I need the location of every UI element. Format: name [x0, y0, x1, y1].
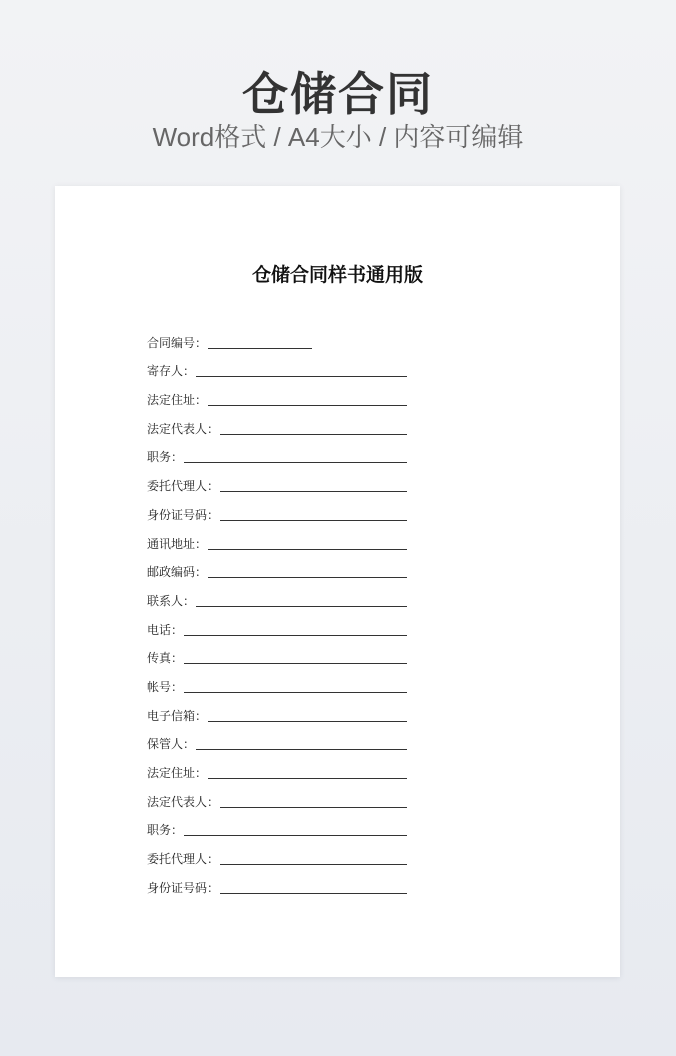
field-label: 传真：	[147, 651, 184, 666]
field-label: 身份证号码：	[147, 880, 220, 895]
field-label: 法定住址：	[147, 393, 208, 408]
field-label: 保管人：	[147, 737, 196, 752]
field-label: 职务：	[147, 823, 184, 838]
form-field-position	[147, 437, 407, 466]
form-field-phone	[147, 609, 407, 638]
form-field-legal-representative-2	[147, 781, 407, 810]
fill-in-line[interactable]	[184, 651, 407, 664]
form-field-legal-address-2	[147, 752, 407, 781]
field-label: 职务：	[147, 450, 184, 465]
form-field-id-number	[147, 494, 407, 523]
fill-in-line[interactable]	[208, 565, 407, 578]
form-field-legal-address	[147, 379, 407, 408]
form-field-depositor	[147, 351, 407, 380]
fill-in-line[interactable]	[184, 680, 407, 693]
fill-in-line[interactable]	[220, 422, 407, 435]
document-page	[55, 186, 620, 977]
form-field-agent-2	[147, 838, 407, 867]
fill-in-line[interactable]	[184, 450, 407, 463]
fill-in-line[interactable]	[184, 623, 407, 636]
banner-subtitle: Word格式 / A4大小 / 内容可编辑	[152, 122, 524, 152]
field-label: 电话：	[147, 622, 184, 637]
form-field-legal-representative	[147, 408, 407, 437]
field-label: 委托代理人：	[147, 852, 220, 867]
form-field-agent	[147, 465, 407, 494]
fill-in-line[interactable]	[220, 795, 407, 808]
fill-in-line[interactable]	[196, 737, 407, 750]
field-label: 电子信箱：	[147, 708, 208, 723]
field-label: 合同编号：	[147, 335, 208, 350]
fill-in-line[interactable]	[220, 508, 407, 521]
banner-title: 仓储合同	[242, 68, 434, 120]
field-label: 身份证号码：	[147, 507, 220, 522]
form-field-mailing-address	[147, 523, 407, 552]
form-field-id-number-2	[147, 867, 407, 896]
field-label: 寄存人：	[147, 364, 196, 379]
fill-in-line[interactable]	[220, 881, 407, 894]
field-label: 法定住址：	[147, 766, 208, 780]
fill-in-line[interactable]	[208, 537, 407, 550]
field-label: 委托代理人：	[147, 479, 220, 494]
header-banner	[0, 0, 676, 186]
form-field-postal-code	[147, 552, 407, 581]
form-field-email	[147, 695, 407, 724]
field-label: 联系人：	[147, 593, 196, 608]
fill-in-line[interactable]	[208, 393, 407, 406]
form-field-position-2	[147, 810, 407, 839]
fill-in-line[interactable]	[184, 823, 407, 836]
contract-field-list	[147, 322, 407, 896]
fill-in-line[interactable]	[208, 766, 407, 779]
field-label: 法定代表人：	[147, 421, 220, 436]
form-field-contract-number	[147, 322, 407, 351]
field-label: 邮政编码：	[147, 565, 208, 580]
field-label: 帐号：	[147, 679, 184, 694]
fill-in-line[interactable]	[208, 336, 312, 349]
document-title: 仓储合同样书通用版	[251, 264, 423, 286]
form-field-fax	[147, 638, 407, 667]
fill-in-line[interactable]	[196, 594, 407, 607]
form-field-contact-person	[147, 580, 407, 609]
field-label: 通讯地址：	[147, 536, 208, 551]
fill-in-line[interactable]	[208, 709, 407, 722]
fill-in-line[interactable]	[196, 364, 407, 377]
field-label: 法定代表人：	[147, 794, 220, 809]
fill-in-line[interactable]	[220, 479, 407, 492]
form-field-account	[147, 666, 407, 695]
fill-in-line[interactable]	[220, 852, 407, 865]
form-field-custodian	[147, 724, 407, 753]
